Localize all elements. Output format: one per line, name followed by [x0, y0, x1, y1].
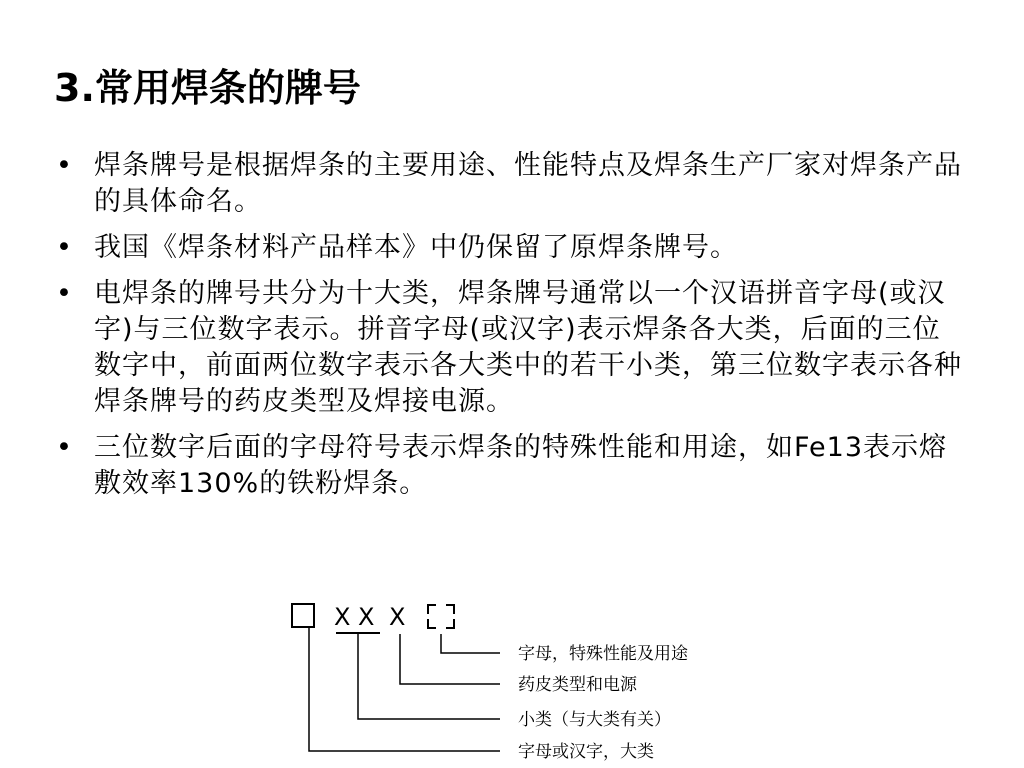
leader-line-class — [309, 628, 500, 751]
digit-1-glyph: X — [334, 603, 351, 631]
suffix-bracket-box — [428, 605, 454, 628]
label-main-class: 字母或汉字，大类 — [518, 742, 654, 762]
bullet-text: 我国《焊条材料产品样本》中仍保留了原焊条牌号。 — [94, 232, 738, 263]
slide-title: 3.常用焊条的牌号 — [54, 66, 361, 110]
bullet-marker: • — [56, 432, 73, 463]
label-special-use: 字母，特殊性能及用途 — [518, 644, 688, 664]
leader-line-subclass — [358, 634, 500, 719]
label-subclass: 小类（与大类有关） — [518, 710, 671, 730]
digit-3-glyph: X — [389, 603, 406, 631]
bullet-text: 三位数字后面的字母符号表示焊条的特殊性能和用途，如Fe13表示熔敷效率130%的铁粉焊条。 — [94, 432, 948, 499]
class-letter-box — [292, 604, 314, 627]
bullet-text: 电焊条的牌号共分为十大类，焊条牌号通常以一个汉语拼音字母(或汉字)与三位数字表示。拼音字母(或汉字)表示焊条各大类，后面的三位数字中，前面两位数字表示各大类中的若干小类，第三位数字表示各种焊条牌号的药皮类型及焊接电源。 — [94, 278, 962, 417]
leader-line-coating — [400, 634, 500, 684]
label-coating-power: 药皮类型和电源 — [518, 675, 637, 695]
bullet-marker: • — [56, 150, 73, 181]
bullet-text: 焊条牌号是根据焊条的主要用途、性能特点及焊条生产厂家对焊条产品的具体命名。 — [94, 150, 962, 217]
bullet-marker: • — [56, 232, 73, 263]
bullet-marker: • — [56, 278, 73, 309]
leader-line-suffix — [441, 634, 500, 653]
digit-2-glyph: X — [358, 603, 375, 631]
